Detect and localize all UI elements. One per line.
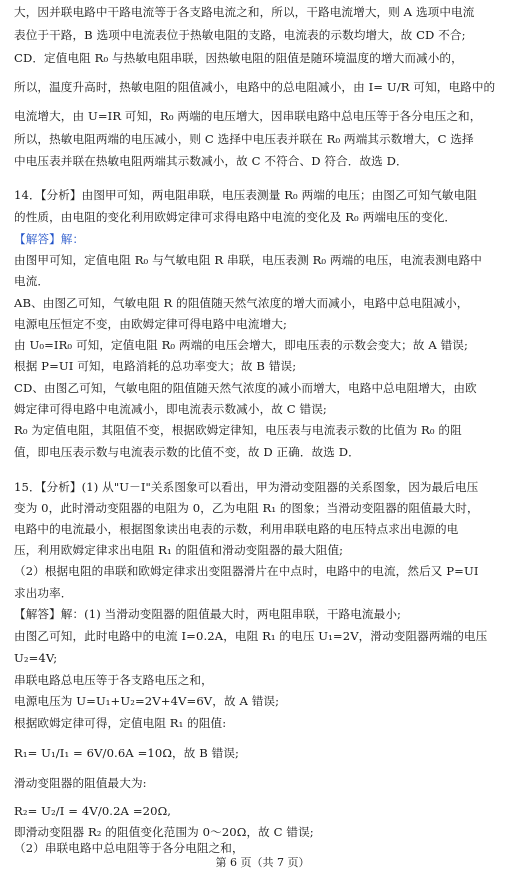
text-line: CD．定值电阻 R₀ 与热敏电阻串联，因热敏电阻的阻值是随环境温度的增大而减小的， xyxy=(14,51,463,65)
text-line: （2）根据电阻的串联和欧姆定律求出变阻器滑片在中点时，电路中的电流，然后又 P=UI xyxy=(14,564,479,578)
text-line: 所以，热敏电阻两端的电压减小，则 C 选择中电压表并联在 R₀ 两端其示数增大，C 选择 xyxy=(14,132,474,146)
text-line: 串联电路总电压等于各支路电压之和， xyxy=(14,673,213,687)
text-line: 滑动变阻器的阻值最大为: xyxy=(14,776,147,790)
text-line: 电流． xyxy=(14,274,50,288)
text-line: 的性质，由电阻的变化利用欧姆定律可求得电路中电流的变化及 R₀ 两端电压的变化． xyxy=(14,210,457,224)
text-line: 中电压表并联在热敏电阻两端其示数减小，故 C 不符合、D 符合．故选 D． xyxy=(14,154,408,168)
text-line: CD、由图乙可知，气敏电阻的阻值随天然气浓度的减小而增大，电路中总电阻增大，由欧 xyxy=(14,381,477,395)
text-line: 【解答】解：(1) 当滑动变阻器的阻值最大时，两电阻串联，干路电流最小; xyxy=(14,607,402,621)
text-line: 求出功率． xyxy=(14,586,73,600)
text-line: 变为 0，此时滑动变阻器的电阻为 0，乙为电阻 R₁ 的图象；当滑动变阻器的阻值最大时， xyxy=(14,501,479,515)
text-line: R₀ 为定值电阻，其阻值不变，根据欧姆定律知，电压表与电流表示数的比值为 R₀ 的阻 xyxy=(14,423,462,437)
text-line: 由图甲可知，定值电阻 R₀ 与气敏电阻 R 串联，电压表测 R₀ 两端的电压，电流表测电路中 xyxy=(14,253,482,267)
text-line: 姆定律可得电路中电流减小，即电流表示数减小，故 C 错误; xyxy=(14,402,327,416)
text-line: 根据 P=UI 可知，电路消耗的总功率变大；故 B 错误; xyxy=(14,359,297,373)
text-line: 电源电压恒定不变，由欧姆定律可得电路中电流增大; xyxy=(14,317,287,331)
text-line: 根据欧姆定律可得，定值电阻 R₁ 的阻值: xyxy=(14,716,227,730)
text-line: 大，因并联电路中干路电流等于各支路电流之和，所以，干路电流增大，则 A 选项中电流 xyxy=(14,5,475,19)
text-line: （2）串联电路中总电阻等于各分电阻之和， xyxy=(14,841,244,855)
page-footer: 第 6 页（共 7 页） xyxy=(215,856,310,869)
text-line: 电源电压为 U=U₁+U₂=2V+4V=6V，故 A 错误; xyxy=(14,694,280,708)
text-line: 所以，温度升高时，热敏电阻的阻值减小，电路中的总电阻减小，由 I= U/R 可知，电路中的 xyxy=(14,80,496,94)
formula-line: R₁= U₁/I₁ = 6V/0.6A =10Ω，故 B 错误; xyxy=(14,746,240,760)
text-line: 电路中的电流最小，根据图象读出电表的示数，利用串联电路的电压特点求出电源的电 xyxy=(14,522,459,536)
text-line: 由 U₀=IR₀ 可知，定值电阻 R₀ 两端的电压会增大，即电压表的示数会变大；故 A 错误; xyxy=(14,338,468,352)
text-line: 14．【分析】由图甲可知，两电阻串联，电压表测量 R₀ 两端的电压；由图乙可知气敏电阻 xyxy=(14,188,477,202)
text-line: 即滑动变阻器 R₂ 的阻值变化范围为 0～20Ω，故 C 错误; xyxy=(14,825,314,839)
text-line: 电流增大，由 U=IR 可知，R₀ 两端的电压增大，因串联电路中总电压等于各分电压之和， xyxy=(14,109,482,123)
text-line: AB、由图乙可知，气敏电阻 R 的阻值随天然气浓度的增大而减小，电路中总电阻减小， xyxy=(14,296,469,310)
text-line: U₂=4V; xyxy=(14,651,58,665)
text-line: 15．【分析】(1) 从"U－I"关系图象可以看出，甲为滑动变阻器的关系图象，因为最后电压 xyxy=(14,480,479,494)
text-line: 压，利用欧姆定律求出电阻 R₁ 的阻值和滑动变阻器的最大阻值; xyxy=(14,543,344,557)
formula-line: R₂= U₂/I = 4V/0.2A =20Ω, xyxy=(14,804,172,818)
text-line: 值，即电压表示数与电流表示数的比值不变，故 D 正确．故选 D． xyxy=(14,445,360,459)
text-line: 由图乙可知，此时电路中的电流 I=0.2A，电阻 R₁ 的电压 U₁=2V，滑动变阻器两端的电压 xyxy=(14,629,488,643)
answer-heading: 【解答】解： xyxy=(14,232,85,246)
text-line: 表位于干路，B 选项中电流表位于热敏电阻的支路，电流表的示数均增大，故 CD 不合; xyxy=(14,28,466,42)
